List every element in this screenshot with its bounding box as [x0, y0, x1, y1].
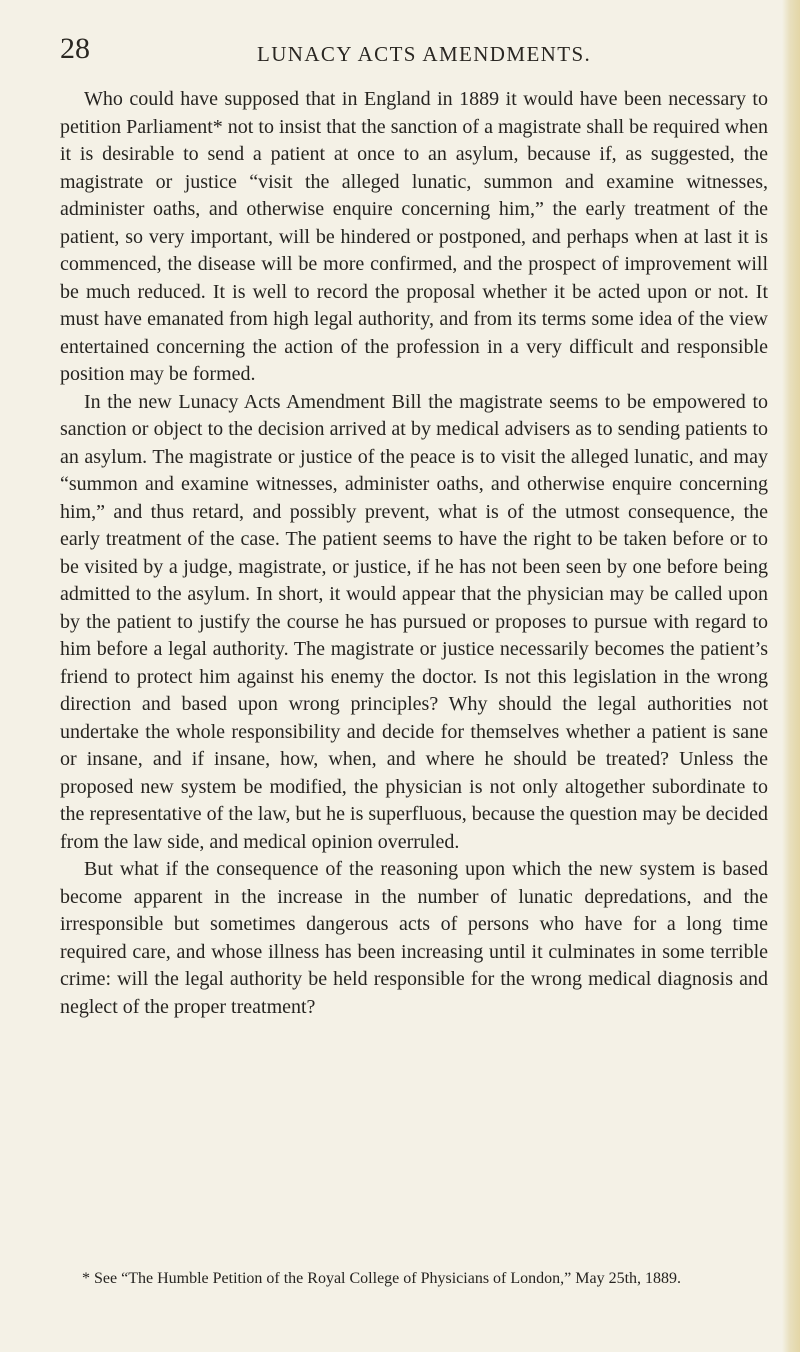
paragraph: In the new Lunacy Acts Amendment Bill the magistrate seems to be empowered to sanction or object to the decision arrived at by medical advisers as to sending patients to an asylum. The magistrate or justice of the peace is to visit the alleged lunatic, and may “summon and examine witnesses, administer oaths, and otherwise enquire concerning him,” and thus retard, and possibly prevent, what is of the utmost consequence, the early treatment of the case. The patient seems to have the right to be taken before or to be visited by a judge, magistrate, or justice, if he has not been seen by one before being admitted to the asylum. In short, it would appear that the physician may be called upon by the patient to justify the course he has pursued or proposes to pursue with regard to him before a legal authority. The magistrate or justice necessarily becomes the patient’s friend to protect him against his enemy the doctor. Is not this legislation in the wrong direction and based upon wrong principles? Why should the legal authorities not undertake the whole responsibility and decide for themselves whether a patient is sane or insane, and if insane, how, when, and where he should be treated? Unless the proposed new system be modified, the physician is not only altogether subordinate to the representative of the law, but he is superfluous, because the question may be decided from the law side, and medical opinion overruled. — [60, 390, 768, 853]
footnote-text: * See “The Humble Petition of the Royal College of Physicians of London,” May 25th, 1889. — [82, 1270, 682, 1287]
page-header — [60, 30, 760, 66]
paragraph: Who could have supposed that in England in 1889 it would have been necessary to petition Parliament* not to insist that the sanction of a magistrate shall be required when it is desirable to send a patient at once to an asylum, because if, as suggested, the magistrate or justice “visit the alleged lunatic, summon and examine witnesses, administer oaths, and otherwise enquire concerning him,” the early treatment of the patient, so very important, will be hindered or postponed, and perhaps when at last it is commenced, the disease will be more confirmed, and the prospect of improvement will be much reduced. It is well to record the proposal whether it be acted upon or not. It must have emanated from high legal authority, and from its terms some idea of the view entertained concerning the action of the profession in a very difficult and responsible position may be formed. — [60, 88, 768, 385]
footnote — [60, 1267, 760, 1291]
paragraph: But what if the consequence of the reasoning upon which the new system is based become apparent in the increase in the number of lunatic depredations, and the irresponsible but sometimes dangerous acts of persons who have for a long time required care, and whose illness has been increasing until it culminates in some terrible crime: will the legal authority be held responsible for the wrong medical diagnosis and neglect of the proper treatment? — [60, 858, 768, 1018]
running-head: LUNACY ACTS AMENDMENTS. — [257, 42, 592, 66]
page-edge-shading — [782, 0, 800, 1352]
page-number: 28 — [60, 32, 90, 65]
body-text — [60, 86, 768, 1021]
